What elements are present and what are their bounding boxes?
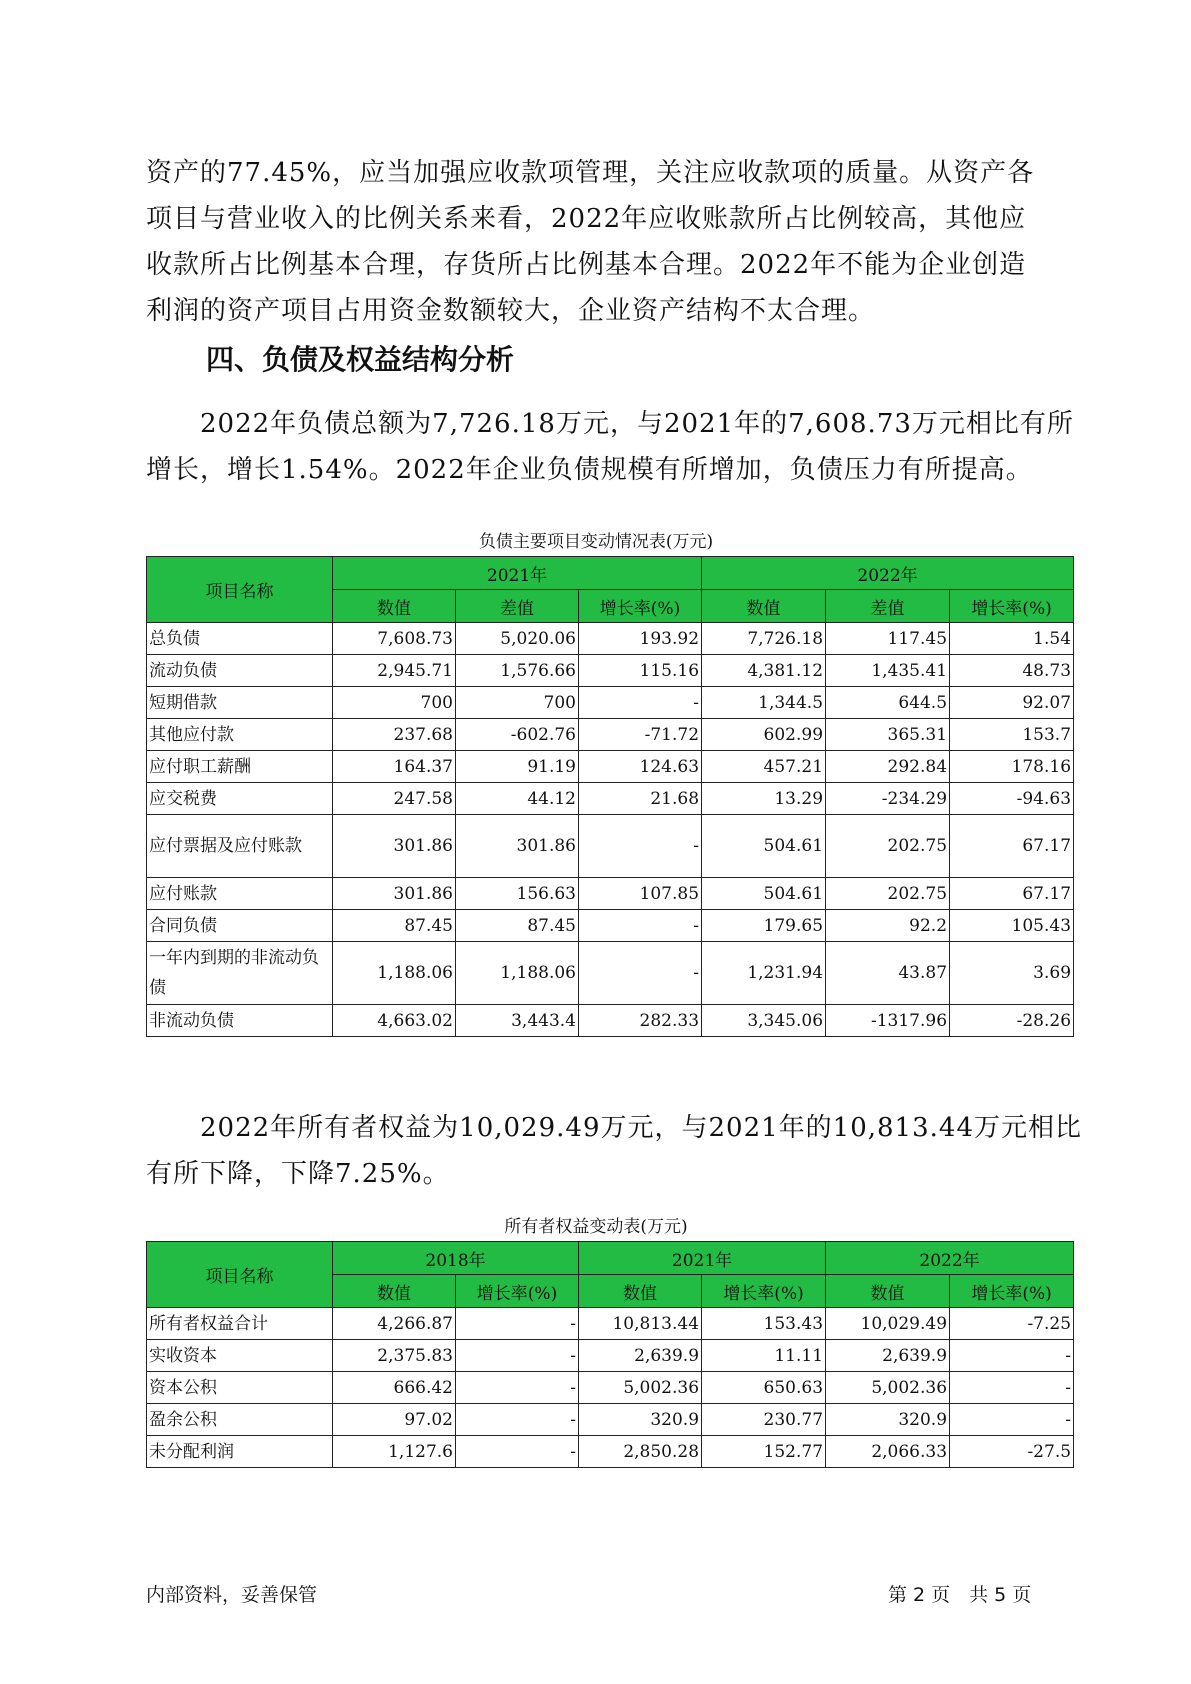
cell-value: 13.29	[702, 783, 826, 815]
cell-value: 666.42	[333, 1372, 456, 1404]
header-sub: 数值	[333, 1275, 456, 1308]
header-year: 2022年	[826, 1242, 1074, 1275]
header-sub: 增长率(%)	[950, 590, 1074, 623]
header-sub: 增长率(%)	[579, 590, 702, 623]
table-caption-equity: 所有者权益变动表(万元)	[504, 1217, 688, 1237]
cell-value: 1,127.6	[333, 1436, 456, 1468]
paragraph-liabilities	[146, 401, 1074, 493]
header-year: 2021年	[333, 557, 702, 590]
cell-value: 1.54	[950, 623, 1074, 655]
cell-value: 602.99	[702, 719, 826, 751]
cell-value: 97.02	[333, 1404, 456, 1436]
header-sub: 增长率(%)	[702, 1275, 826, 1308]
table-row	[147, 751, 1074, 783]
cell-value: 292.84	[826, 751, 950, 783]
paragraph-asset-analysis	[146, 150, 1046, 334]
paragraph-line: 2022年负债总额为7,726.18万元，与2021年的7,608.73万元相比有所	[146, 409, 1074, 439]
table-caption-liabilities: 负债主要项目变动情况表(万元)	[478, 532, 714, 552]
cell-value: -234.29	[826, 783, 950, 815]
table-row	[147, 783, 1074, 815]
cell-value: 48.73	[950, 655, 1074, 687]
cell-value: -	[456, 1340, 579, 1372]
row-label: 应付账款	[147, 878, 333, 910]
table-row	[147, 623, 1074, 655]
cell-value: 67.17	[950, 878, 1074, 910]
cell-value: -94.63	[950, 783, 1074, 815]
cell-value: 2,850.28	[579, 1436, 702, 1468]
cell-value: -602.76	[456, 719, 579, 751]
row-label: 盈余公积	[147, 1404, 333, 1436]
cell-value: 1,188.06	[456, 942, 579, 1005]
cell-value: 91.19	[456, 751, 579, 783]
header-sub: 数值	[333, 590, 456, 623]
cell-value: 10,029.49	[826, 1308, 950, 1340]
page-number	[888, 1580, 1037, 1607]
cell-value: -1317.96	[826, 1005, 950, 1037]
cell-value: 202.75	[826, 878, 950, 910]
equity-table	[146, 1241, 1074, 1468]
row-label: 总负债	[147, 623, 333, 655]
cell-value: 2,639.9	[826, 1340, 950, 1372]
footer-confidential-note: 内部资料，妥善保管	[146, 1584, 318, 1606]
header-sub: 数值	[579, 1275, 702, 1308]
cell-value: 67.17	[950, 815, 1074, 878]
cell-value: 365.31	[826, 719, 950, 751]
cell-value: 1,435.41	[826, 655, 950, 687]
row-label: 所有者权益合计	[147, 1308, 333, 1340]
cell-value: 3,443.4	[456, 1005, 579, 1037]
paragraph-line: 2022年所有者权益为10,029.49万元，与2021年的10,813.44万元相比	[146, 1113, 1082, 1143]
cell-value: 2,945.71	[333, 655, 456, 687]
paragraph-line: 资产的77.45%，应当加强应收款项管理，关注应收款项的质量。从资产各	[146, 158, 1035, 188]
cell-value: 457.21	[702, 751, 826, 783]
cell-value: 230.77	[702, 1404, 826, 1436]
row-label: 应付票据及应付账款	[147, 815, 333, 878]
cell-value: 650.63	[702, 1372, 826, 1404]
cell-value: 3.69	[950, 942, 1074, 1005]
cell-value: 179.65	[702, 910, 826, 942]
cell-value: -	[950, 1372, 1074, 1404]
header-sub: 差值	[456, 590, 579, 623]
table-row	[147, 655, 1074, 687]
table-row	[147, 1308, 1074, 1340]
row-label: 流动负债	[147, 655, 333, 687]
cell-value: 44.12	[456, 783, 579, 815]
table-row	[147, 815, 1074, 878]
cell-value: 4,663.02	[333, 1005, 456, 1037]
cell-value: 644.5	[826, 687, 950, 719]
cell-value: 10,813.44	[579, 1308, 702, 1340]
table-row	[147, 1436, 1074, 1468]
page-mid: 页 共	[931, 1584, 989, 1606]
cell-value: -	[579, 910, 702, 942]
cell-value: 87.45	[456, 910, 579, 942]
row-label: 短期借款	[147, 687, 333, 719]
paragraph-line: 项目与营业收入的比例关系来看，2022年应收账款所占比例较高，其他应	[146, 204, 1027, 234]
cell-value: 504.61	[702, 878, 826, 910]
table-row	[147, 910, 1074, 942]
cell-value: -7.25	[950, 1308, 1074, 1340]
cell-value: 320.9	[579, 1404, 702, 1436]
cell-value: 164.37	[333, 751, 456, 783]
paragraph-line: 增长，增长1.54%。2022年企业负债规模有所增加，负债压力有所提高。	[146, 455, 1033, 485]
header-item-name: 项目名称	[147, 1242, 333, 1308]
cell-value: -	[950, 1404, 1074, 1436]
cell-value: 105.43	[950, 910, 1074, 942]
paragraph-equity	[146, 1105, 1082, 1197]
row-label: 资本公积	[147, 1372, 333, 1404]
paragraph-line: 收款所占比例基本合理，存货所占比例基本合理。2022年不能为企业创造	[146, 250, 1027, 280]
cell-value: -	[579, 942, 702, 1005]
paragraph-line: 有所下降，下降7.25%。	[146, 1159, 450, 1189]
cell-value: 1,344.5	[702, 687, 826, 719]
page-suffix: 页	[1012, 1584, 1032, 1606]
cell-value: 5,002.36	[579, 1372, 702, 1404]
header-sub: 增长率(%)	[456, 1275, 579, 1308]
cell-value: 2,639.9	[579, 1340, 702, 1372]
page-total: 5	[994, 1584, 1007, 1606]
cell-value: 178.16	[950, 751, 1074, 783]
table-row	[147, 719, 1074, 751]
cell-value: 117.45	[826, 623, 950, 655]
page-current: 2	[913, 1584, 926, 1606]
cell-value: 153.43	[702, 1308, 826, 1340]
table-row	[147, 942, 1074, 1005]
cell-value: -	[579, 815, 702, 878]
cell-value: 124.63	[579, 751, 702, 783]
row-label: 实收资本	[147, 1340, 333, 1372]
cell-value: 5,002.36	[826, 1372, 950, 1404]
cell-value: -	[456, 1436, 579, 1468]
cell-value: 107.85	[579, 878, 702, 910]
cell-value: -71.72	[579, 719, 702, 751]
cell-value: -28.26	[950, 1005, 1074, 1037]
page-prefix: 第	[888, 1584, 908, 1606]
row-label: 合同负债	[147, 910, 333, 942]
row-label: 非流动负债	[147, 1005, 333, 1037]
header-item-name: 项目名称	[147, 557, 333, 623]
liabilities-table	[146, 556, 1074, 1037]
table-row	[147, 1372, 1074, 1404]
cell-value: 152.77	[702, 1436, 826, 1468]
cell-value: -	[456, 1308, 579, 1340]
table-row	[147, 878, 1074, 910]
cell-value: 1,231.94	[702, 942, 826, 1005]
cell-value: 156.63	[456, 878, 579, 910]
cell-value: 1,188.06	[333, 942, 456, 1005]
cell-value: 2,066.33	[826, 1436, 950, 1468]
cell-value: -27.5	[950, 1436, 1074, 1468]
section-heading: 四、负债及权益结构分析	[206, 343, 515, 376]
cell-value: 700	[456, 687, 579, 719]
cell-value: 301.86	[456, 815, 579, 878]
header-year: 2022年	[702, 557, 1074, 590]
table-row	[147, 687, 1074, 719]
cell-value: 21.68	[579, 783, 702, 815]
cell-value: 301.86	[333, 815, 456, 878]
cell-value: 700	[333, 687, 456, 719]
row-label: 其他应付款	[147, 719, 333, 751]
row-label: 未分配利润	[147, 1436, 333, 1468]
paragraph-line: 利润的资产项目占用资金数额较大，企业资产结构不太合理。	[146, 296, 876, 326]
header-sub: 数值	[826, 1275, 950, 1308]
cell-value: 7,726.18	[702, 623, 826, 655]
table-row	[147, 1340, 1074, 1372]
table-row	[147, 1404, 1074, 1436]
cell-value: 11.11	[702, 1340, 826, 1372]
cell-value: 282.33	[579, 1005, 702, 1037]
cell-value: 2,375.83	[333, 1340, 456, 1372]
cell-value: -	[950, 1340, 1074, 1372]
cell-value: 87.45	[333, 910, 456, 942]
cell-value: -	[456, 1372, 579, 1404]
cell-value: 1,576.66	[456, 655, 579, 687]
cell-value: 153.7	[950, 719, 1074, 751]
cell-value: 43.87	[826, 942, 950, 1005]
table-row	[147, 1005, 1074, 1037]
cell-value: -	[456, 1404, 579, 1436]
cell-value: 301.86	[333, 878, 456, 910]
row-label: 应付职工薪酬	[147, 751, 333, 783]
header-year: 2021年	[579, 1242, 826, 1275]
header-year: 2018年	[333, 1242, 579, 1275]
cell-value: 7,608.73	[333, 623, 456, 655]
row-label: 应交税费	[147, 783, 333, 815]
cell-value: 3,345.06	[702, 1005, 826, 1037]
cell-value: 92.2	[826, 910, 950, 942]
cell-value: 5,020.06	[456, 623, 579, 655]
header-sub: 差值	[826, 590, 950, 623]
header-sub: 数值	[702, 590, 826, 623]
row-label: 一年内到期的非流动负债	[147, 942, 333, 1005]
cell-value: 193.92	[579, 623, 702, 655]
cell-value: -	[579, 687, 702, 719]
header-sub: 增长率(%)	[950, 1275, 1074, 1308]
cell-value: 237.68	[333, 719, 456, 751]
cell-value: 92.07	[950, 687, 1074, 719]
cell-value: 115.16	[579, 655, 702, 687]
cell-value: 202.75	[826, 815, 950, 878]
cell-value: 4,381.12	[702, 655, 826, 687]
cell-value: 504.61	[702, 815, 826, 878]
cell-value: 320.9	[826, 1404, 950, 1436]
cell-value: 247.58	[333, 783, 456, 815]
cell-value: 4,266.87	[333, 1308, 456, 1340]
